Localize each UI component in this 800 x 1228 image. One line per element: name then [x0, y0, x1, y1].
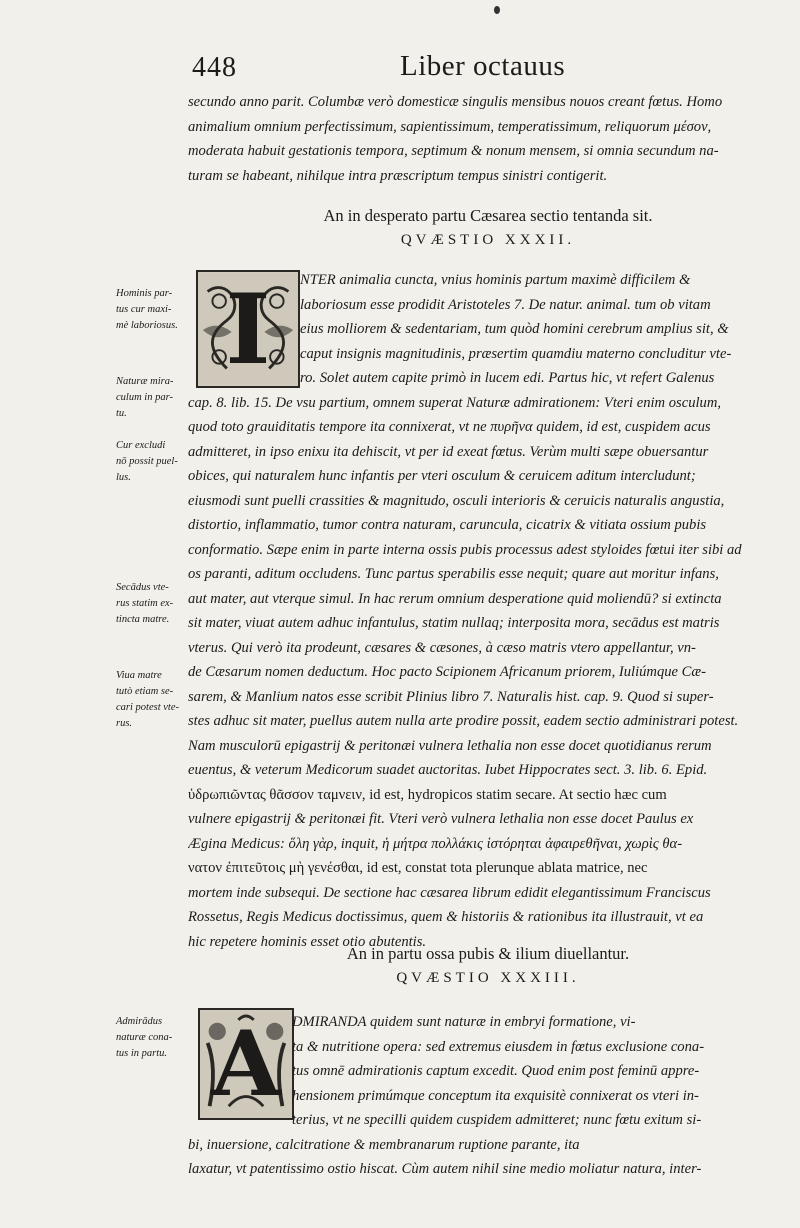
text-line: laboriosum esse prodidit Aristoteles 7. De natur. animal. tum ob vitam [300, 296, 711, 313]
text-line: sarem, & Manlium natos esse scribit Plinius libro 7. Naturalis hist. cap. 9. Quod si super- [188, 688, 714, 705]
margin-note [116, 668, 190, 732]
text-line: moderata habuit gestationis tempora, septimum & nonum mensem, si omnia secundum na- [188, 143, 719, 159]
text-line: ὑδρωπιῶντας θᾶσσον ταμνειν, id est, hydropicos statim secare. At sectio hæc cum [188, 786, 667, 803]
text-line: os paranti, aditum occludens. Tunc partus sperabilis esse nequit; quare aut moritur infans, [188, 566, 719, 582]
text-line: tus omnē admirationis captum excedit. Quod enim post feminū appre- [292, 1063, 700, 1079]
text-line: νατον ἐπιτεῦτοις μὴ γενέσθαι, id est, constat tota plerunque ablata matrice, nec [188, 860, 648, 876]
text-line: secundo anno parit. Columbæ verò domesticæ singulis mensibus nouos creant fœtus. Homo [188, 94, 723, 110]
text-line: distortio, inflammatio, tumor contra naturam, caruncula, cicatrix & vitiata ossium pubis [188, 517, 707, 533]
text-line: cap. 8. lib. 15. De vsu partium, omnem superat Naturæ admirationem: Vteri enim osculum, [188, 394, 722, 411]
question-32-number: QVÆSTIO XXXII. [400, 232, 576, 248]
margin-note-text: Viua matre tutò etiam se- cari potest vte- rus. [116, 670, 179, 729]
margin-note [116, 438, 190, 486]
initial-letter: I [225, 272, 271, 386]
margin-note-text: Secādus vte- rus statim ex- tincta matre. [116, 582, 174, 625]
text-line: eius molliorem & sedentariam, tum quòd homini cerebrum amplius sit, & [300, 321, 729, 337]
ink-speck [494, 6, 500, 14]
margin-note-text: Admirādus naturæ cona- tus in partu. [116, 1016, 173, 1059]
text-line: admitteret, in ipso enixu ita dehiscit, vt per id exeat fœtus. Verùm multi sæpe obuersantur [188, 443, 709, 460]
question-33-number: QVÆSTIO XXXIII. [396, 970, 580, 986]
text-line: hensionem primúmque conceptum ita exquisitè connixerat os vteri in- [292, 1087, 699, 1104]
text-line: vulnere epigastrij & peritonæi fit. Vteri verò vulnera lethalia non esse docet Paulus ex [188, 811, 694, 827]
text-line: conformatio. Sæpe enim in parte interna ossis pubis processus adest styloides fœtui iter sibi ad [188, 541, 742, 558]
text-line: caput insignis magnitudinis, præsertim quamdiu materno concluditur vte- [300, 345, 732, 362]
text-line: obices, qui naturalem hunc infantis per vteri osculum & ceruicem aditum intercludunt; [188, 468, 696, 484]
text-line: DMIRANDA quidem sunt naturæ in embryi formatione, vi- [292, 1014, 636, 1030]
margin-note-text: Naturæ mira- culum in par- tu. [116, 376, 174, 419]
question-33-body [188, 1010, 784, 1182]
text-line: Ægina Medicus: ὅλη γὰρ, inquit, ἡ μήτρα πολλάκις ἱστόρηται ἀφαιρεθῆναι, χωρὶς θα- [188, 835, 683, 852]
text-line: NTER animalia cuncta, vnius hominis partum maximè difficilem & [300, 272, 691, 288]
running-title: Liber octauus [400, 50, 566, 82]
text-line: sit mater, viuat autem adhuc infantulus, statim nullaq; interposita mora, secādus est matris [188, 615, 720, 631]
text-line: hic repetere hominis esset otio abutentis. [188, 933, 427, 950]
text-line: bi, inuersione, calcitratione & membranarum ruptione parante, ita [188, 1136, 580, 1153]
margin-note [116, 286, 190, 334]
text-line: stes adhuc sit mater, puellus autem nulla arte prodire possit, eadem sectio administrari potest. [188, 713, 739, 729]
text-line: Rossetus, Regis Medicus doctissimus, quem & historiis & rationibus ita illustrauit, vt ea [188, 909, 704, 925]
text-line: turam se habeant, nihilque intra præscriptum tempus sinistri contigerit. [188, 167, 608, 184]
text-line: vterus. Qui verò ita prodeunt, cæsares & cæsones, à cæso matris vtero appellantur, vn- [188, 639, 696, 656]
question-32-body [188, 268, 784, 954]
intro-paragraph [188, 90, 784, 188]
text-line: Nam musculorū epigastrij & peritonæi vulnera lethalia non esse docet quotidianus rerum [188, 737, 712, 754]
text-line: animalium omnium perfectissimum, sapientissimum, temperatissimum, reliquorum μέσον, [188, 118, 712, 135]
text-line: euentus, & veterum Medicorum suadet auctoritas. Iubet Hippocrates sect. 3. lib. 6. Epid. [188, 762, 708, 778]
question-33-title: An in partu ossa pubis & ilium diuellantur. [346, 944, 630, 963]
margin-note-text: Cur excludi nō possit puel- lus. [116, 440, 178, 483]
text-line: terius, vt ne specilli quidem cuspidem admitteret; nunc fœtu exitum si- [292, 1112, 702, 1128]
margin-note [116, 1014, 190, 1062]
text-line: quod toto grauiditatis tempore ita connixerat, vt ne πυρῆνα quidem, id est, cuspidem acus [188, 419, 711, 435]
text-line: eiusmodi sunt puelli crassities & magnitudo, osculi interioris & ceruicis naturalis angustia, [188, 492, 725, 509]
margin-note [116, 580, 190, 628]
text-line: laxatur, vt patentissimo ostio hiscat. Cùm autem nihil sine medio moliatur natura, inter- [188, 1161, 702, 1177]
text-line: de Cæsarum nomen deductum. Hoc pacto Scipionem Africanum priorem, Iuliúmque Cæ- [188, 664, 707, 680]
page-number: 448 [192, 52, 237, 83]
margin-note [116, 374, 190, 422]
text-line: ta & nutritione opera: sed extremus eiusdem in fœtus exclusione cona- [292, 1038, 705, 1055]
margin-note-text: Hominis par- tus cur maxi- mè laboriosus. [116, 288, 178, 331]
text-line: mortem inde subsequi. De sectione hac cæsarea librum edidit elegantissimum Franciscus [188, 884, 711, 901]
text-line: ro. Solet autem capite primò in lucem edi. Partus hic, vt refert Galenus [300, 370, 715, 386]
text-line: aut mater, aut vterque simul. In hac rerum omnium desperatione quid moliendū? si extincta [188, 590, 722, 607]
initial-letter: A [211, 1011, 281, 1117]
question-32-title: An in desperato partu Cæsarea sectio tentanda sit. [323, 206, 653, 225]
